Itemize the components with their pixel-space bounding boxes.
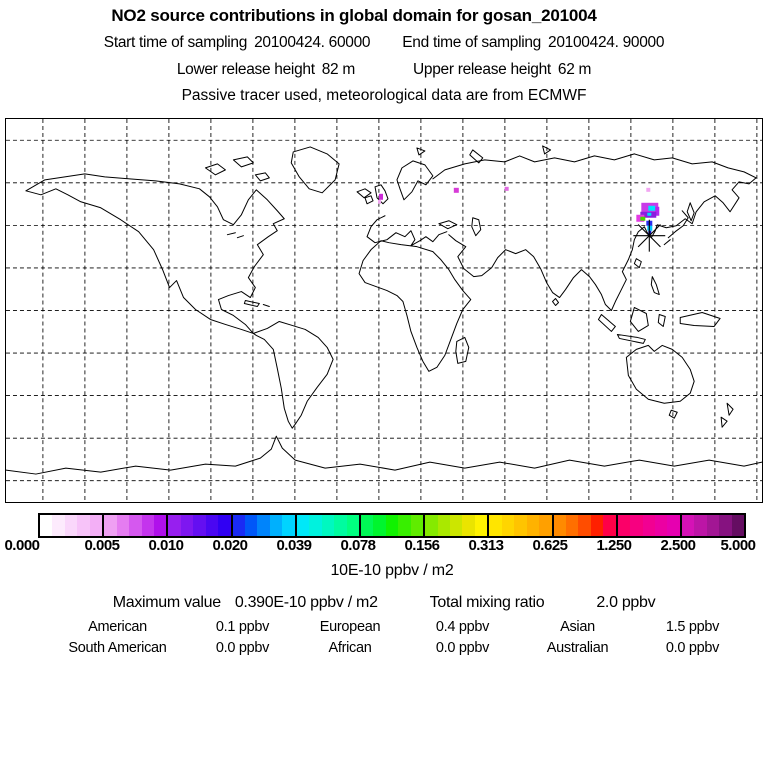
colorbar-cell xyxy=(309,515,321,536)
world-map xyxy=(5,118,763,503)
colorbar-cell xyxy=(297,515,309,536)
region-value: 0.0 ppbv xyxy=(665,640,720,656)
colorbar-cell xyxy=(373,515,385,536)
region-value: 0.1 ppbv xyxy=(215,619,270,635)
region-contributions-table xyxy=(35,619,745,656)
colorbar-cell xyxy=(282,515,294,536)
colorbar-segment xyxy=(682,515,744,536)
colorbar-cell xyxy=(489,515,501,536)
colorbar-cell xyxy=(398,515,410,536)
plume-cell xyxy=(646,188,650,192)
colorbar-segment xyxy=(489,515,553,536)
colorbar-cell xyxy=(643,515,655,536)
plume-cell xyxy=(505,187,509,191)
colorbar-cell xyxy=(438,515,450,536)
colorbar-cell xyxy=(257,515,269,536)
end-time-label: End time of sampling xyxy=(402,34,542,51)
colorbar-tick-label: 0.010 xyxy=(148,537,184,554)
total-mixing-ratio-label: Total mixing ratio xyxy=(429,594,545,611)
colorbar-tick-label: 0.020 xyxy=(212,537,248,554)
colorbar-cell xyxy=(514,515,526,536)
colorbar-cell xyxy=(630,515,642,536)
colorbar-unit-label: 10E-10 ppbv / m2 xyxy=(330,562,454,579)
region-value: 1.5 ppbv xyxy=(665,619,720,635)
colorbar-tick-label: 5.000 xyxy=(720,537,756,554)
start-time xyxy=(104,34,370,52)
concentration-plume-cells xyxy=(378,187,659,235)
colorbar xyxy=(38,513,746,538)
start-time-label: Start time of sampling xyxy=(103,34,248,51)
colorbar-cell xyxy=(129,515,141,536)
colorbar-cell xyxy=(707,515,719,536)
colorbar-cell xyxy=(667,515,679,536)
colorbar-cell xyxy=(206,515,218,536)
lower-release-value: 82 m xyxy=(321,61,355,78)
colorbar-cell xyxy=(233,515,245,536)
colorbar-cell xyxy=(425,515,437,536)
colorbar-cell xyxy=(682,515,694,536)
colorbar-tick-label: 0.625 xyxy=(532,537,568,554)
upper-release-value: 62 m xyxy=(557,61,592,78)
region-value: 0.0 ppbv xyxy=(215,640,270,656)
plume-cell xyxy=(378,200,381,204)
colorbar-cell xyxy=(52,515,64,536)
colorbar-tick-label: 1.250 xyxy=(596,537,632,554)
colorbar-cell xyxy=(603,515,615,536)
colorbar-cell xyxy=(386,515,398,536)
colorbar-cell xyxy=(578,515,590,536)
tracer-note: Passive tracer used, meteorological data are from ECMWF xyxy=(181,87,587,104)
colorbar-segment xyxy=(554,515,618,536)
colorbar-cell xyxy=(591,515,603,536)
sampling-time-row xyxy=(0,34,768,52)
colorbar-tick-label: 0.005 xyxy=(84,537,120,554)
plume-cell xyxy=(648,206,655,211)
colorbar-tick-labels xyxy=(0,537,768,555)
region-name: African xyxy=(328,640,372,656)
colorbar-cell xyxy=(539,515,551,536)
end-time xyxy=(402,34,664,52)
colorbar-cell xyxy=(218,515,230,536)
region-name: South American xyxy=(68,640,167,656)
colorbar-cell xyxy=(566,515,578,536)
colorbar-segment xyxy=(618,515,682,536)
upper-release-height xyxy=(413,61,591,79)
colorbar-segment xyxy=(297,515,361,536)
colorbar-cell xyxy=(694,515,706,536)
colorbar-segment xyxy=(425,515,489,536)
colorbar-cell xyxy=(618,515,630,536)
colorbar-cell xyxy=(719,515,731,536)
release-height-row xyxy=(0,61,768,79)
max-value: 0.390E-10 ppbv / m2 xyxy=(234,594,378,611)
page-title: NO2 source contributions in global domain for gosan_201004 xyxy=(111,6,597,25)
colorbar-segment xyxy=(104,515,168,536)
colorbar-cell xyxy=(181,515,193,536)
colorbar-cell xyxy=(411,515,423,536)
region-name: American xyxy=(88,619,147,635)
colorbar-cell xyxy=(154,515,166,536)
colorbar-cell xyxy=(475,515,487,536)
lower-release-height xyxy=(177,61,355,79)
end-time-value: 20100424. 90000 xyxy=(548,34,665,51)
plume-cell xyxy=(647,213,651,216)
colorbar-cell xyxy=(90,515,102,536)
colorbar-tick-label: 0.039 xyxy=(276,537,312,554)
colorbar-cell xyxy=(142,515,154,536)
region-name: Australian xyxy=(546,640,609,656)
colorbar-cell xyxy=(347,515,359,536)
lower-release-label: Lower release height xyxy=(176,61,315,78)
coastlines xyxy=(6,146,762,474)
colorbar-tick-label: 0.078 xyxy=(340,537,376,554)
colorbar-cell xyxy=(168,515,180,536)
colorbar-tick-label: 0.156 xyxy=(404,537,440,554)
total-mixing-ratio-value: 2.0 ppbv xyxy=(596,594,656,611)
plume-cell xyxy=(379,194,383,200)
max-value-label: Maximum value xyxy=(112,594,221,611)
colorbar-cell xyxy=(732,515,744,536)
colorbar-cell xyxy=(655,515,667,536)
colorbar-cell xyxy=(322,515,334,536)
colorbar-cell xyxy=(104,515,116,536)
summary-row xyxy=(0,594,768,612)
colorbar-cell xyxy=(245,515,257,536)
colorbar-cell xyxy=(270,515,282,536)
colorbar-cell xyxy=(361,515,373,536)
plume-cell xyxy=(640,217,645,221)
colorbar-cell xyxy=(450,515,462,536)
receptor-star-marker xyxy=(633,220,665,252)
colorbar-cell xyxy=(502,515,514,536)
lat-lon-gridlines xyxy=(6,119,762,502)
colorbar-tick-label: 2.500 xyxy=(660,537,696,554)
colorbar-cell xyxy=(40,515,52,536)
region-name: European xyxy=(319,619,381,635)
colorbar-cell xyxy=(65,515,77,536)
region-value: 0.0 ppbv xyxy=(435,640,490,656)
colorbar-segment xyxy=(168,515,232,536)
colorbar-cell xyxy=(554,515,566,536)
colorbar-cell xyxy=(193,515,205,536)
colorbar-segment xyxy=(233,515,297,536)
start-time-value: 20100424. 60000 xyxy=(254,34,371,51)
region-name: Asian xyxy=(560,619,595,635)
colorbar-tick-label: 0.000 xyxy=(4,537,40,554)
colorbar-cell xyxy=(527,515,539,536)
colorbar-cell xyxy=(77,515,89,536)
region-value: 0.4 ppbv xyxy=(435,619,490,635)
colorbar-tick-label: 0.313 xyxy=(468,537,504,554)
map-svg xyxy=(6,119,762,502)
upper-release-label: Upper release height xyxy=(413,61,551,78)
colorbar-cell xyxy=(117,515,129,536)
plume-cell xyxy=(454,188,459,193)
colorbar-cell xyxy=(462,515,474,536)
colorbar-segment xyxy=(40,515,104,536)
colorbar-cell xyxy=(334,515,346,536)
colorbar-segment xyxy=(361,515,425,536)
